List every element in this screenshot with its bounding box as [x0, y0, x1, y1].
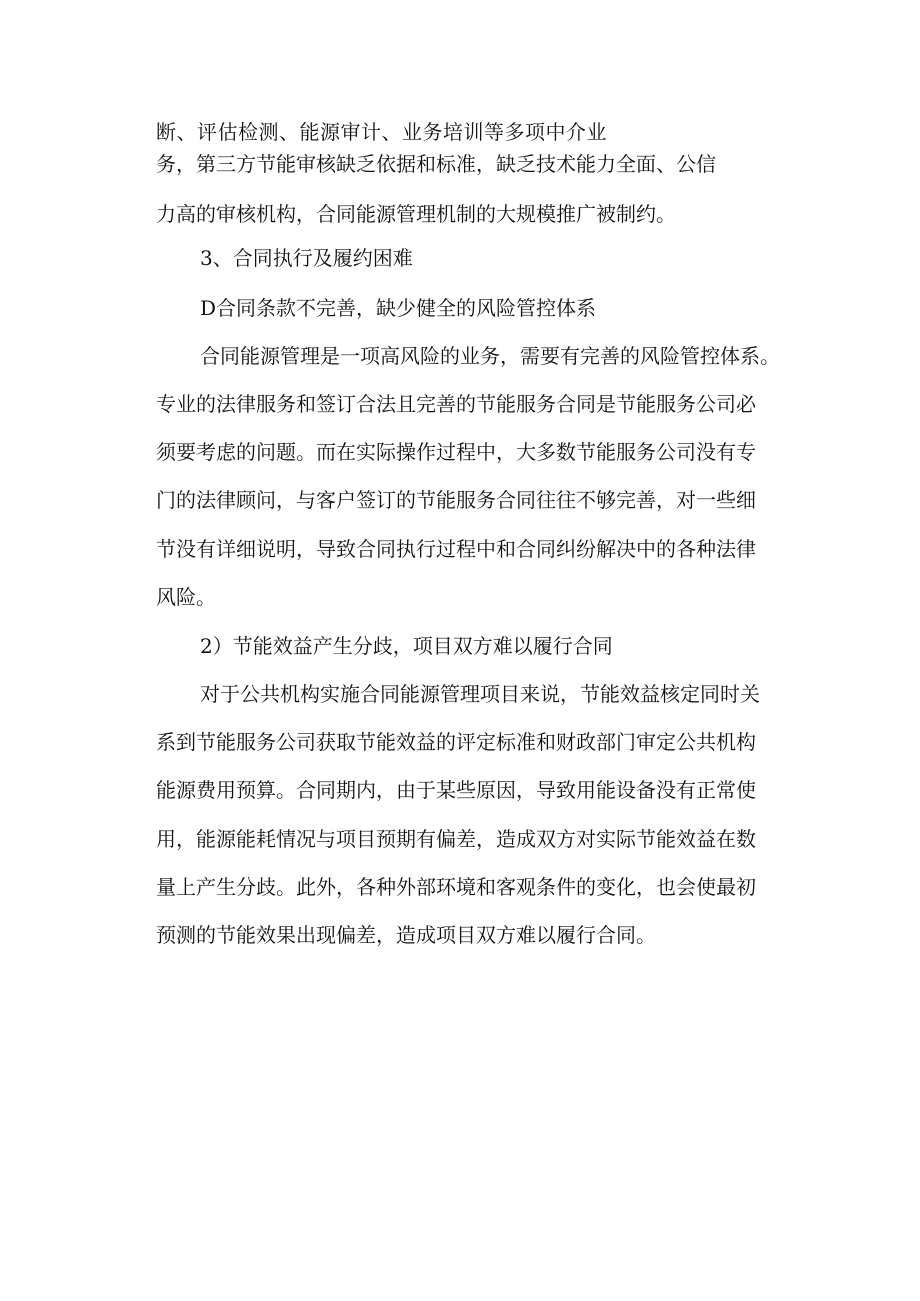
- section-heading: 3、合同执行及履约困难: [200, 246, 413, 270]
- paragraph-line: 节没有详细说明，导致合同执行过程中和合同纠纷解决中的各种法律: [156, 537, 756, 561]
- subsection-heading: 2）节能效益产生分歧，项目双方难以履行合同: [200, 634, 613, 658]
- paragraph-line: 用，能源能耗情况与项目预期有偏差，造成双方对实际节能效益在数: [156, 827, 756, 851]
- paragraph-line: 量上产生分歧。此外，各种外部环境和客观条件的变化，也会使最初: [156, 875, 756, 899]
- text-line: 力高的审核机构，合同能源管理机制的大规模推广被制约。: [156, 202, 676, 226]
- paragraph-line: 预测的节能效果出现偏差，造成项目双方难以履行合同。: [156, 923, 656, 947]
- paragraph-line: 须要考虑的问题。而在实际操作过程中，大多数节能服务公司没有专: [156, 440, 756, 464]
- paragraph-line: 门的法律顾问，与客户签订的节能服务合同往往不够完善，对一些细: [156, 488, 756, 512]
- paragraph-line: 能源费用预算。合同期内，由于某些原因，导致用能设备没有正常使: [156, 778, 756, 802]
- text-line: 务，第三方节能审核缺乏依据和标准，缺乏技术能力全面、公信: [156, 152, 716, 176]
- paragraph-line: 系到节能服务公司获取节能效益的评定标准和财政部门审定公共机构: [156, 730, 756, 754]
- paragraph-line: 合同能源管理是一项高风险的业务，需要有完善的风险管控体系。: [200, 344, 780, 368]
- paragraph-line: 专业的法律服务和签订合法且完善的节能服务合同是节能服务公司必: [156, 392, 756, 416]
- paragraph-line: 对于公共机构实施合同能源管理项目来说，节能效益核定同时关: [200, 682, 760, 706]
- subsection-heading: D合同条款不完善，缺少健全的风险管控体系: [200, 296, 597, 320]
- text-line: 断、评估检测、能源审计、业务培训等多项中介业: [156, 120, 607, 144]
- paragraph-line: 风险。: [156, 585, 216, 609]
